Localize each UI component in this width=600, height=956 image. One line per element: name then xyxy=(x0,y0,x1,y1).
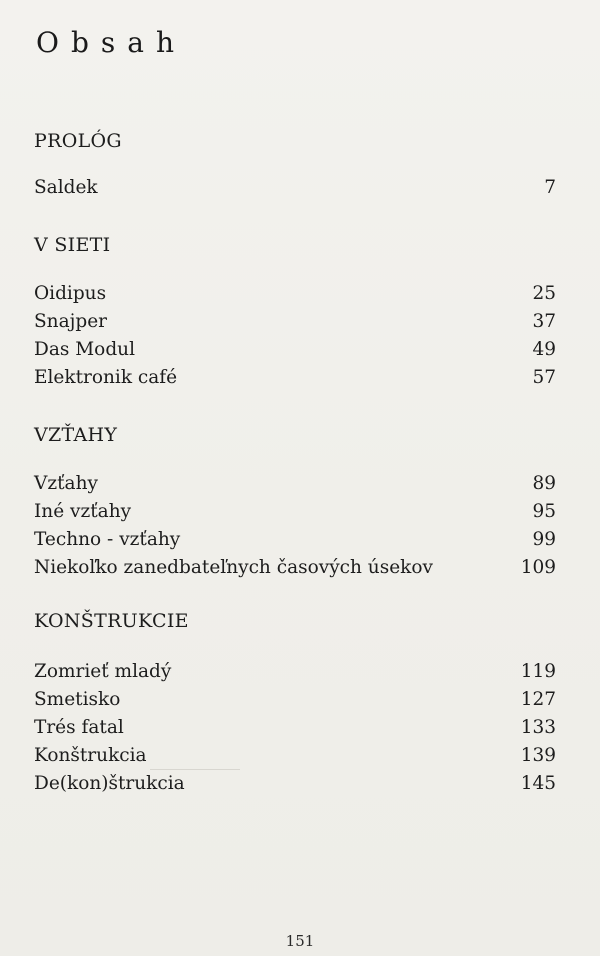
entry-title: Trés fatal xyxy=(34,717,124,738)
toc-entry xyxy=(34,364,556,392)
entry-page-number: 119 xyxy=(520,661,556,682)
entry-page-number: 37 xyxy=(532,311,556,332)
entry-page-number: 145 xyxy=(520,773,556,794)
entry-page-number: 89 xyxy=(532,473,556,494)
entry-title: Saldek xyxy=(34,177,98,198)
entry-title: Vzťahy xyxy=(34,473,98,494)
entry-list xyxy=(34,174,556,202)
toc-entry xyxy=(34,742,556,770)
entry-list xyxy=(34,658,556,798)
entry-list xyxy=(34,470,556,582)
entry-title: Zomrieť mladý xyxy=(34,661,172,682)
toc-entry xyxy=(34,686,556,714)
toc-entry xyxy=(34,336,556,364)
section-heading: VZŤAHY xyxy=(34,424,118,446)
entry-title: De(kon)štrukcia xyxy=(34,773,185,794)
entry-title: Das Modul xyxy=(34,339,135,360)
entry-title: Niekoľko zanedbateľnych časových úsekov xyxy=(34,557,433,578)
toc-entry xyxy=(34,658,556,686)
toc-entry xyxy=(34,174,556,202)
toc-entry xyxy=(34,526,556,554)
toc-entry xyxy=(34,554,556,582)
entry-page-number: 127 xyxy=(520,689,556,710)
toc-section-konstrukcie xyxy=(34,606,556,798)
entry-title: Iné vzťahy xyxy=(34,501,132,522)
section-heading: KONŠTRUKCIE xyxy=(34,610,189,632)
entry-title: Elektronik café xyxy=(34,367,178,388)
toc-entry xyxy=(34,714,556,742)
entry-title: Konštrukcia xyxy=(34,745,147,766)
entry-page-number: 95 xyxy=(532,501,556,522)
entry-page-number: 57 xyxy=(532,367,556,388)
entry-title: Smetisko xyxy=(34,689,121,710)
toc-section-vztahy xyxy=(34,420,556,582)
section-heading: V SIETI xyxy=(34,234,111,256)
entry-title: Techno - vzťahy xyxy=(34,529,181,550)
toc-entry xyxy=(34,280,556,308)
entry-page-number: 139 xyxy=(520,745,556,766)
page-title: Obsah xyxy=(36,26,186,59)
toc-entry xyxy=(34,498,556,526)
toc-entry xyxy=(34,470,556,498)
toc-section-v-sieti xyxy=(34,230,556,392)
toc-entry xyxy=(34,308,556,336)
entry-page-number: 49 xyxy=(532,339,556,360)
entry-title: Oidipus xyxy=(34,283,107,304)
entry-page-number: 25 xyxy=(532,283,556,304)
toc-entry xyxy=(34,770,556,798)
entry-page-number: 133 xyxy=(520,717,556,738)
toc-section-prolog xyxy=(34,126,556,202)
entry-page-number: 109 xyxy=(520,557,556,578)
entry-page-number: 99 xyxy=(532,529,556,550)
page-number: 151 xyxy=(285,932,315,950)
entry-page-number: 7 xyxy=(544,177,556,198)
section-heading: PROLÓG xyxy=(34,130,122,152)
entry-list xyxy=(34,280,556,392)
entry-title: Snajper xyxy=(34,311,107,332)
print-smudge xyxy=(150,769,240,770)
